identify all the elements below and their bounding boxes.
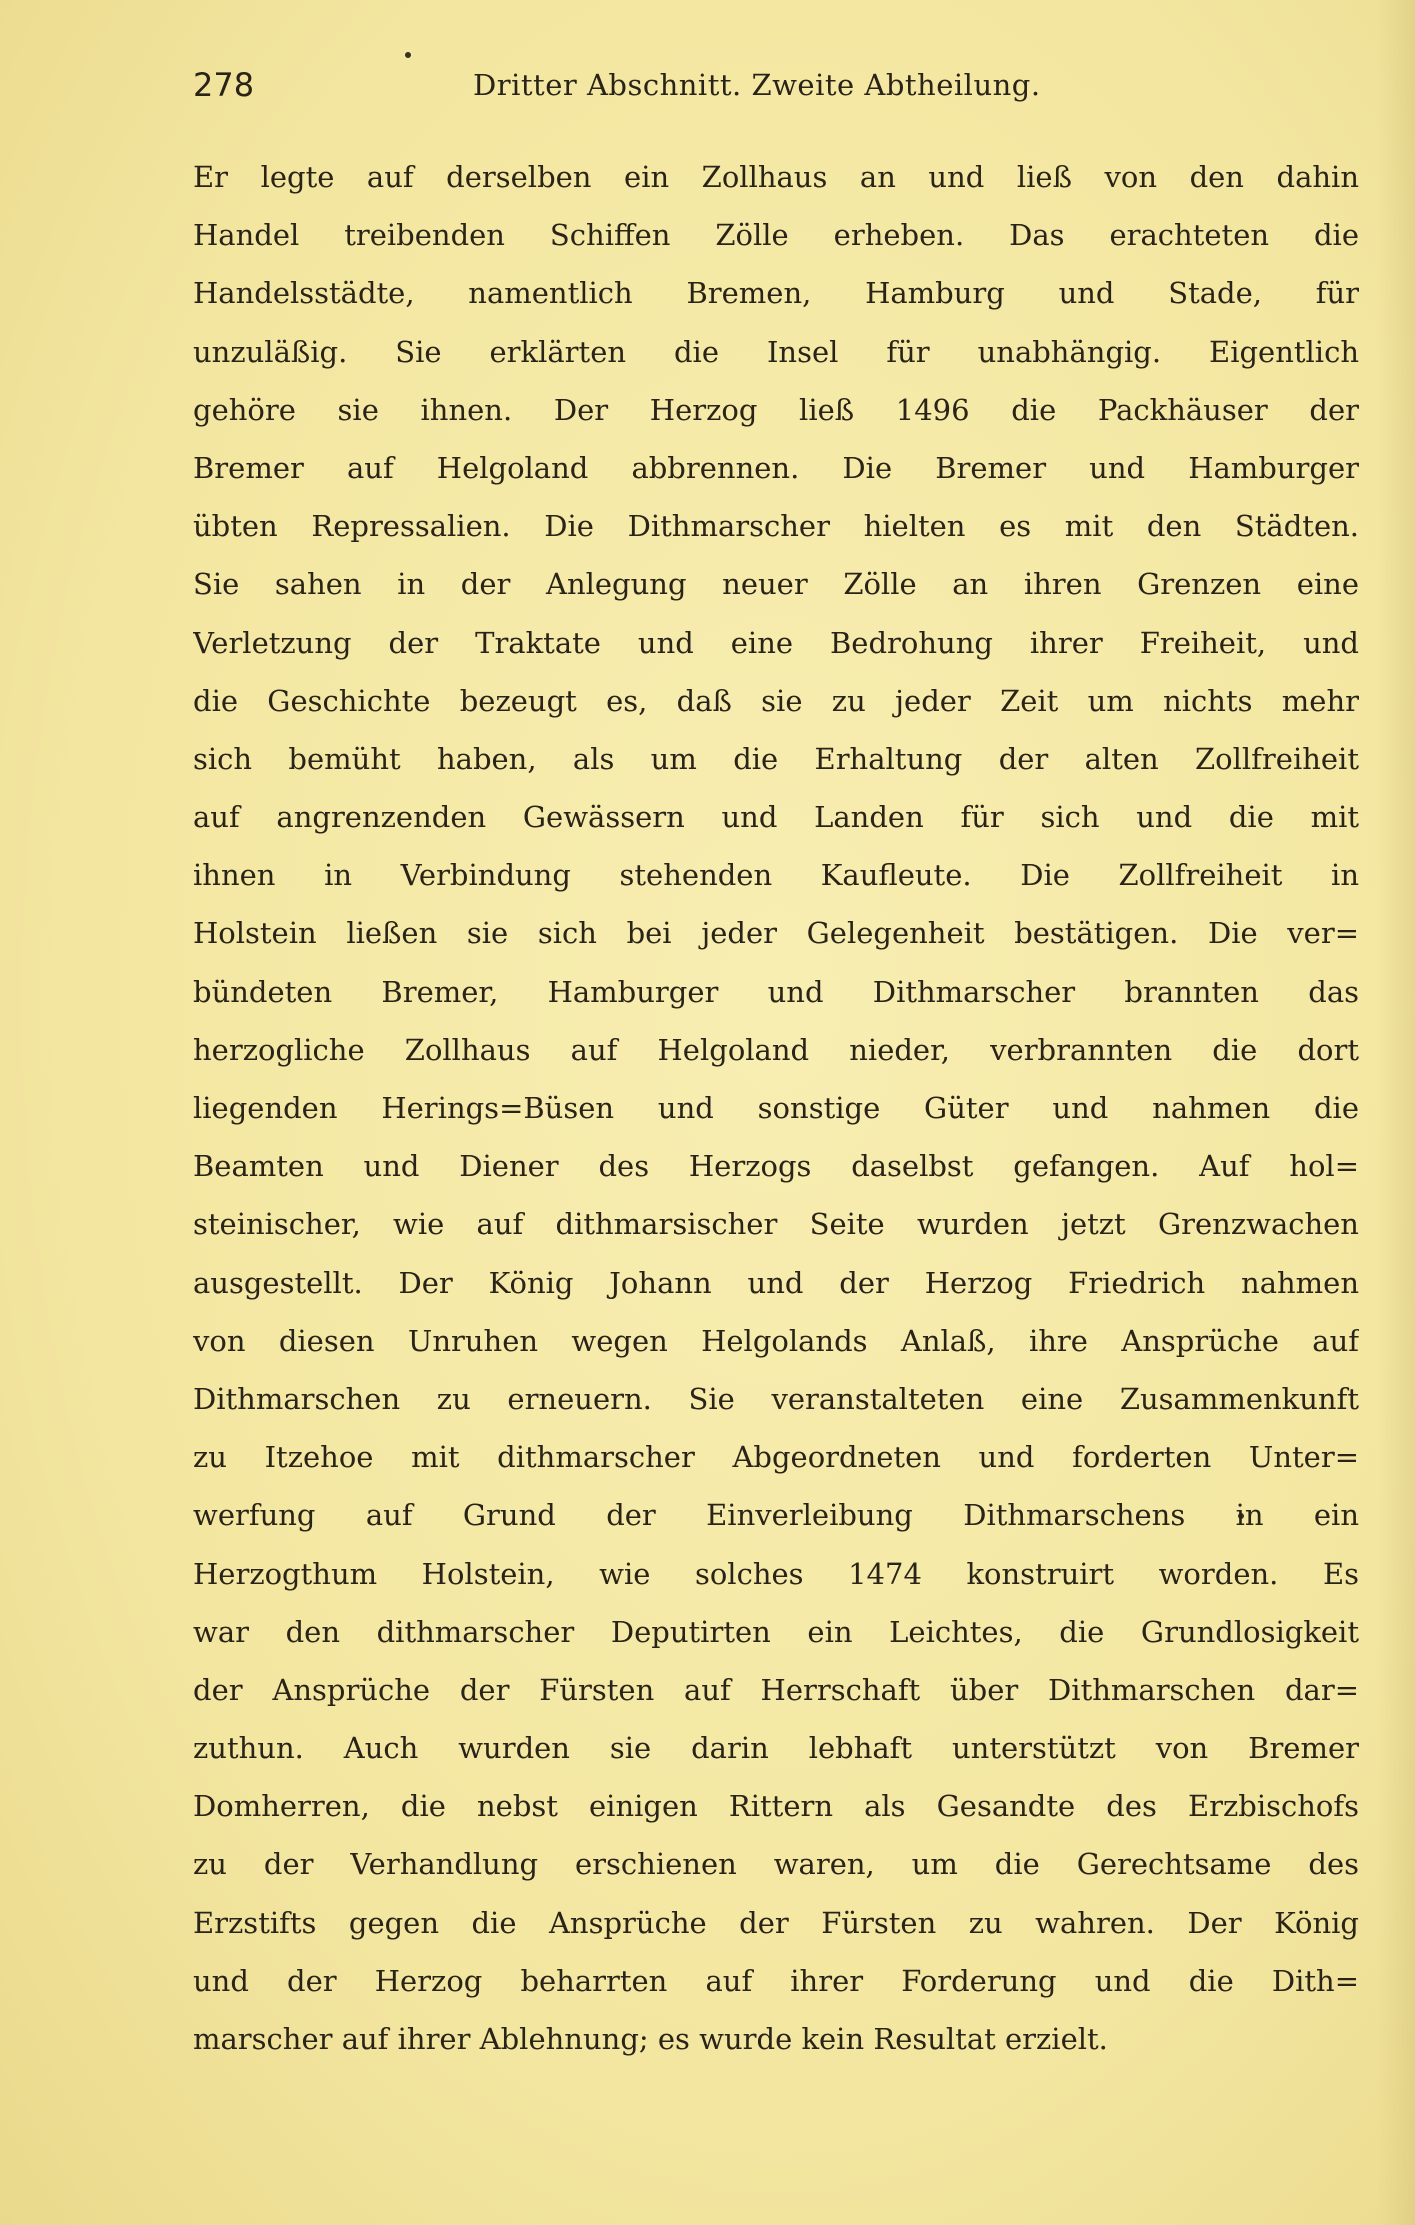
text-line: zu Itzehoe mit dithmarscher Abgeordneten und forderten Unter= bbox=[193, 1440, 1359, 1475]
page-edge-shadow bbox=[1377, 0, 1415, 2225]
text-line: liegenden Herings=Büsen und sonstige Güter und nahmen die bbox=[193, 1091, 1359, 1125]
text-line: unzuläßig. Sie erklärten die Insel für unabhängig. Eigentlich bbox=[193, 334, 1359, 369]
text-line: Er legte auf derselben ein Zollhaus an und ließ von den dahin bbox=[193, 160, 1359, 194]
text-line: war den dithmarscher Deputirten ein Leichtes, die Grundlosigkeit bbox=[193, 1614, 1359, 1649]
text-line: Domherren, die nebst einigen Rittern als Gesandte des Erzbischofs bbox=[193, 1789, 1359, 1824]
text-line: werfung auf Grund der Einverleibung Dithmarschens in ein bbox=[193, 1498, 1359, 1533]
text-line: steinischer, wie auf dithmarsischer Seite wurden jetzt Grenzwachen bbox=[193, 1207, 1359, 1242]
text-line: sich bemüht haben, als um die Erhaltung der alten Zollfreiheit bbox=[193, 741, 1359, 776]
body-text bbox=[193, 148, 1359, 2068]
text-line: Holstein ließen sie sich bei jeder Gelegenheit bestätigen. Die ver= bbox=[193, 916, 1359, 951]
ink-speck bbox=[405, 52, 411, 58]
text-line: Herzogthum Holstein, wie solches 1474 konstruirt worden. Es bbox=[193, 1556, 1359, 1591]
text-line: bündeten Bremer, Hamburger und Dithmarscher brannten das bbox=[193, 974, 1359, 1009]
text-line: marscher auf ihrer Ablehnung; es wurde kein Resultat erzielt. bbox=[193, 2022, 1108, 2056]
page-header bbox=[193, 62, 1093, 112]
text-line: von diesen Unruhen wegen Helgolands Anlaß, ihre Ansprüche auf bbox=[193, 1323, 1359, 1358]
text-line: ihnen in Verbindung stehenden Kaufleute. Die Zollfreiheit in bbox=[193, 858, 1359, 893]
text-line: Beamten und Diener des Herzogs daselbst gefangen. Auf hol= bbox=[193, 1149, 1359, 1184]
text-line: Handelsstädte, namentlich Bremen, Hamburg und Stade, für bbox=[193, 276, 1359, 311]
text-line: zuthun. Auch wurden sie darin lebhaft unterstützt von Bremer bbox=[193, 1731, 1359, 1766]
text-line: Sie sahen in der Anlegung neuer Zölle an ihren Grenzen eine bbox=[193, 567, 1359, 602]
text-line: Bremer auf Helgoland abbrennen. Die Bremer und Hamburger bbox=[193, 450, 1359, 485]
text-line: auf angrenzenden Gewässern und Landen für sich und die mit bbox=[193, 800, 1359, 835]
text-line: Dithmarschen zu erneuern. Sie veranstalteten eine Zusammenkunft bbox=[193, 1381, 1359, 1416]
text-line: übten Repressalien. Die Dithmarscher hielten es mit den Städten. bbox=[193, 509, 1359, 544]
page-number: 278 bbox=[193, 66, 255, 104]
text-line: Verletzung der Traktate und eine Bedrohung ihrer Freiheit, und bbox=[193, 625, 1359, 660]
text-line: der Ansprüche der Fürsten auf Herrschaft über Dithmarschen dar= bbox=[193, 1672, 1359, 1707]
text-line: Erzstifts gegen die Ansprüche der Fürsten zu wahren. Der König bbox=[193, 1905, 1359, 1940]
text-line: ausgestellt. Der König Johann und der Herzog Friedrich nahmen bbox=[193, 1265, 1359, 1300]
text-line: und der Herzog beharrten auf ihrer Forderung und die Dith= bbox=[193, 1963, 1359, 1998]
text-line: Handel treibenden Schiffen Zölle erheben. Das erachteten die bbox=[193, 218, 1359, 253]
text-line: herzogliche Zollhaus auf Helgoland nieder, verbrannten die dort bbox=[193, 1032, 1359, 1067]
text-line: gehöre sie ihnen. Der Herzog ließ 1496 die Packhäuser der bbox=[193, 392, 1359, 427]
text-line: die Geschichte bezeugt es, daß sie zu jeder Zeit um nichts mehr bbox=[193, 683, 1359, 718]
running-head: Dritter Abschnitt. Zweite Abtheilung. bbox=[473, 68, 1041, 102]
text-line: zu der Verhandlung erschienen waren, um die Gerechtsame des bbox=[193, 1847, 1359, 1882]
